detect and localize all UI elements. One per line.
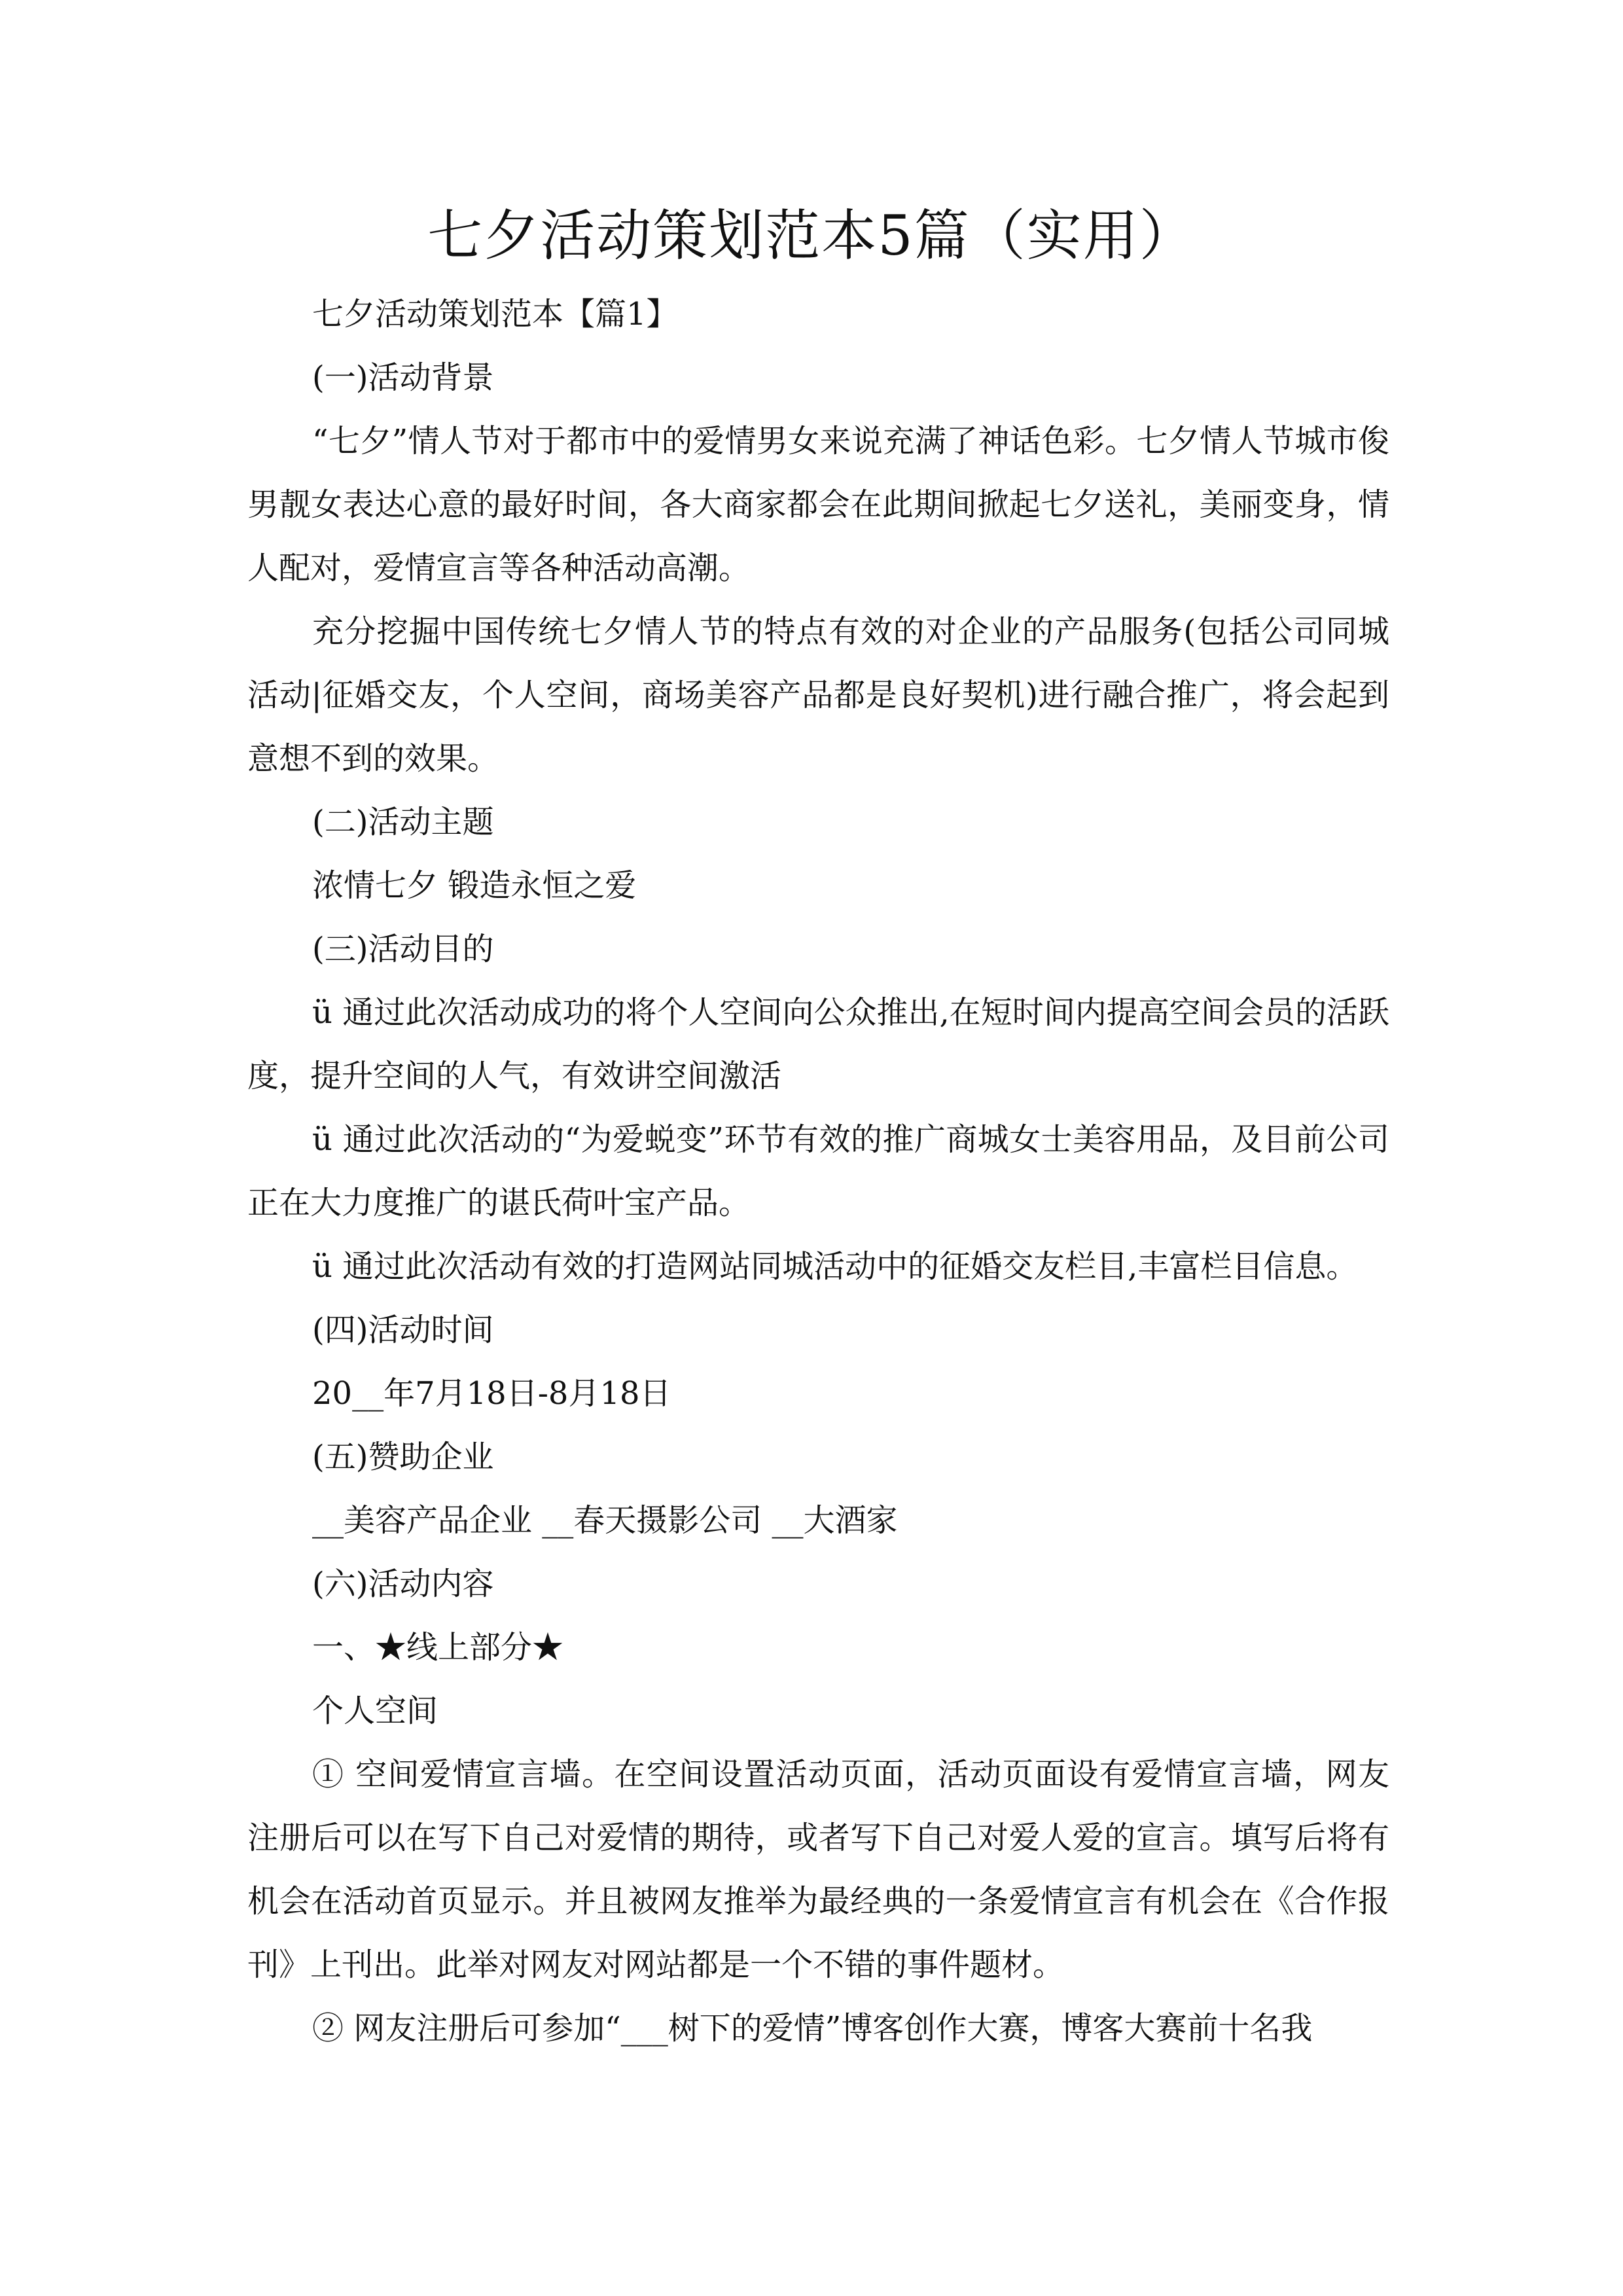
section-heading: 一、★线上部分★ (312, 1629, 564, 1666)
section-heading: (六)活动内容 (312, 1566, 494, 1602)
section-heading: (五)赞助企业 (312, 1439, 494, 1475)
section-heading: (二)活动主题 (312, 804, 494, 840)
list-item: ü 通过此次活动的“为爱蜕变”环节有效的推广商城女士美容用品，及目前公司正在大力度推广的谌氏荷叶宝产品。 (247, 1121, 1389, 1221)
section-heading: (一)活动背景 (312, 359, 494, 396)
list-item: ü 通过此次活动有效的打造网站同城活动中的征婚交友栏目,丰富栏目信息。 (312, 1248, 1358, 1285)
list-item: ü 通过此次活动成功的将个人空间向公众推出,在短时间内提高空间会员的活跃度，提升空间的人气，有效讲空间激活 (247, 994, 1389, 1094)
document-title: 七夕活动策划范本5篇（实用） (427, 204, 1196, 268)
section-heading: (四)活动时间 (312, 1312, 494, 1348)
section-heading: 七夕活动策划范本【篇1】 (312, 296, 678, 332)
body-paragraph: 个人空间 (312, 1693, 438, 1729)
body-paragraph: 浓情七夕 锻造永恒之爱 (312, 867, 637, 904)
body-paragraph: 充分挖掘中国传统七夕情人节的特点有效的对企业的产品服务(包括公司同城活动|征婚交友，个人空间，商场美容产品都是良好契机)进行融合推广，将会起到意想不到的效果。 (247, 613, 1389, 777)
section-heading: (三)活动目的 (312, 931, 494, 967)
body-paragraph: __美容产品企业 __春天摄影公司 __大酒家 (312, 1502, 898, 1539)
body-paragraph: 20__年7月18日-8月18日 (312, 1375, 671, 1412)
body-paragraph: “七夕”情人节对于都市中的爱情男女来说充满了神话色彩。七夕情人节城市俊男靓女表达心意的最好时间，各大商家都会在此期间掀起七夕送礼，美丽变身，情人配对，爱情宣言等各种活动高潮。 (247, 423, 1389, 586)
list-item: ② 网友注册后可参加“___树下的爱情”博客创作大赛，博客大赛前十名我 (312, 2010, 1313, 2047)
list-item: ① 空间爱情宣言墙。在空间设置活动页面，活动页面设有爱情宣言墙，网友注册后可以在写下自己对爱情的期待，或者写下自己对爱人爱的宣言。填写后将有机会在活动首页显示。并且被网友推举为最经典的一条爱情宣言有机会在《合作报刊》上刊出。此举对网友对网站都是一个不错的事件题材。 (247, 1756, 1389, 1983)
document-body (247, 283, 1389, 2060)
